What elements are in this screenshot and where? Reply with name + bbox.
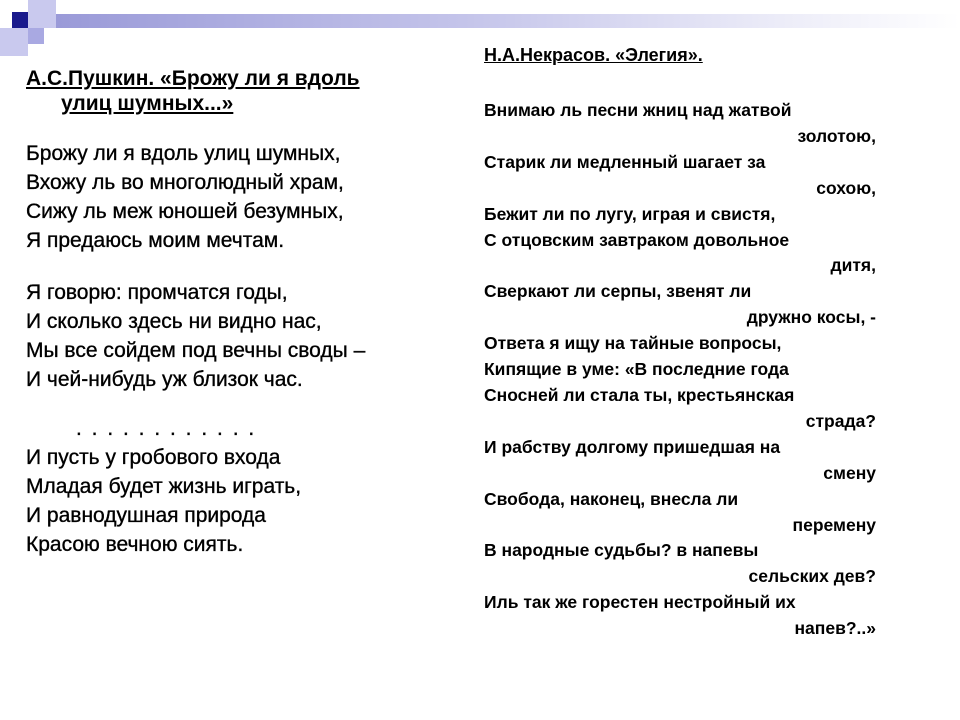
- decor-gradient-bar: [56, 14, 960, 28]
- poem-line: И пусть у гробового входа: [26, 446, 281, 469]
- decor-square-accent: [12, 12, 28, 28]
- poem-line: Брожу ли я вдоль улиц шумных,: [26, 142, 341, 165]
- poem-line: И рабству долгому пришедшая на: [484, 436, 781, 457]
- decor-square: [0, 28, 28, 56]
- poem-line: Ответа я ищу на тайные вопросы,: [484, 333, 782, 354]
- poem-line-continuation: напев?..»: [794, 618, 876, 639]
- poem-line-continuation: страда?: [805, 410, 876, 431]
- poem-line: И сколько здесь ни видно нас,: [26, 310, 322, 333]
- nekrasov-title: Н.А.Некрасов. «Элегия».: [484, 45, 703, 65]
- poem-line: Иль так же горестен нестройный их: [484, 592, 796, 613]
- pushkin-poem: [26, 66, 466, 559]
- poem-line-continuation: перемену: [792, 514, 876, 535]
- pushkin-title-line2: улиц шумных...»: [61, 92, 234, 115]
- poem-line: Свобода, наконец, внесла ли: [484, 488, 739, 509]
- decor-square: [28, 28, 44, 44]
- nekrasov-lines: [484, 98, 904, 642]
- poem-line: Я предаюсь моим мечтам.: [26, 229, 285, 252]
- poem-line: И чей-нибудь уж близок час.: [26, 368, 303, 391]
- decor-square: [28, 0, 56, 28]
- pushkin-title-line1: А.С.Пушкин. «Брожу ли я вдоль: [26, 67, 360, 90]
- pushkin-stanza-2: [26, 278, 466, 394]
- poem-line: Вхожу ль во многолюдный храм,: [26, 171, 344, 194]
- poem-line: Старик ли медленный шагает за: [484, 151, 766, 172]
- ellipsis-separator: . . . . . . . . . . . .: [76, 417, 257, 440]
- pushkin-stanza-1: [26, 139, 466, 255]
- poem-line: В народные судьбы? в напевы: [484, 540, 759, 561]
- poem-line: Сносней ли стала ты, крестьянская: [484, 384, 795, 405]
- pushkin-stanza-3: [26, 443, 466, 559]
- poem-line-continuation: сохою,: [816, 177, 876, 198]
- poem-line-continuation: дружно косы, -: [746, 307, 876, 328]
- poem-line: Сижу ль меж юношей безумных,: [26, 200, 344, 223]
- poem-line-continuation: смену: [823, 462, 876, 483]
- poem-line: С отцовским завтраком довольное: [484, 229, 790, 250]
- poem-line: Внимаю ль песни жниц над жатвой: [484, 100, 792, 120]
- poem-line: Кипящие в уме: «В последние года: [484, 359, 789, 380]
- poem-line-continuation: сельских дев?: [748, 566, 876, 587]
- poem-line-continuation: золотою,: [797, 125, 876, 146]
- poem-line: Бежит ли по лугу, играя и свистя,: [484, 203, 776, 224]
- pushkin-title: [26, 66, 466, 116]
- poem-line: Мы все сойдем под вечны своды –: [26, 339, 366, 362]
- poem-line-continuation: дитя,: [830, 255, 876, 276]
- poem-line: И равнодушная природа: [26, 504, 266, 527]
- poem-line: Сверкают ли серпы, звенят ли: [484, 281, 752, 302]
- poem-line: Я говорю: промчатся годы,: [26, 281, 288, 304]
- poem-line: Красою вечною сиять.: [26, 533, 244, 556]
- nekrasov-poem: [484, 42, 904, 642]
- poem-line: Младая будет жизнь играть,: [26, 475, 302, 498]
